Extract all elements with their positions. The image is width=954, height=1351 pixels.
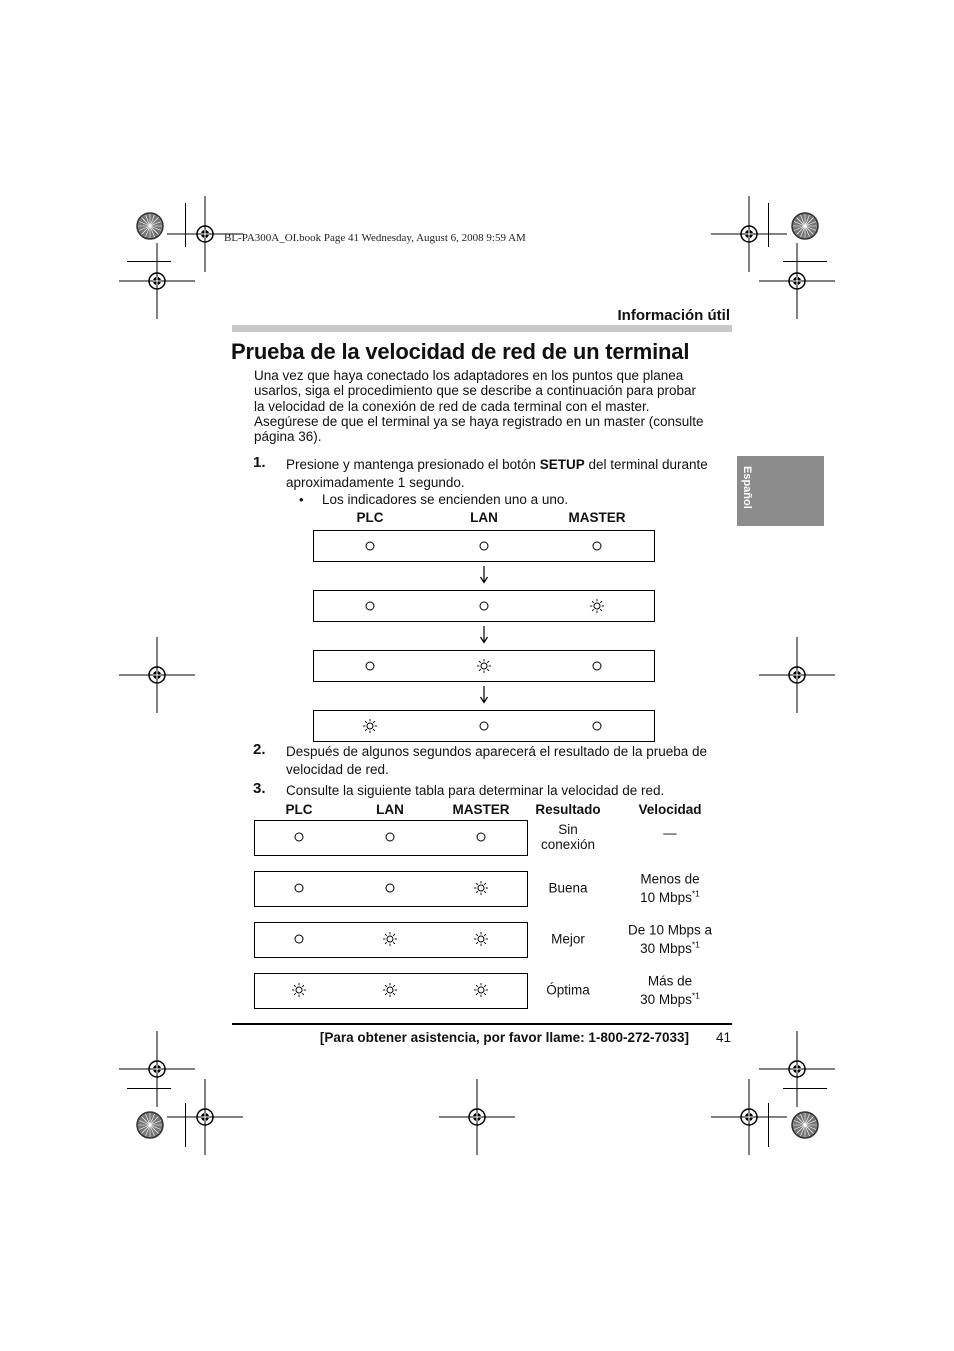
- led-on-icon: [473, 931, 489, 947]
- led-on-icon: [473, 982, 489, 998]
- step-3-text: Consulte la siguiente tabla para determinar la velocidad de red.: [286, 783, 665, 798]
- speed-cell: [663, 826, 677, 841]
- led-off-icon: [476, 718, 492, 734]
- bullet-icon: •: [299, 492, 304, 507]
- step-1-text-b: del terminal durante: [584, 457, 708, 472]
- step-2-line2: velocidad de red.: [286, 761, 389, 777]
- footnote-ref: *1: [691, 939, 700, 950]
- step-2-line1: Después de algunos segundos aparecerá el resultado de la prueba de: [286, 744, 708, 759]
- page-title: Prueba de la velocidad de red de un terminal: [231, 339, 690, 364]
- led-off-icon: [476, 538, 492, 554]
- speed-value: 10 Mbps: [640, 889, 692, 905]
- support-phone-note: [Para obtener asistencia, por favor llame: 1-800-272-7033]: [319, 1030, 689, 1045]
- speed-label: [640, 886, 700, 905]
- language-tab: [737, 456, 824, 526]
- result-cell: [541, 822, 595, 852]
- footnote-ref: *1: [691, 990, 700, 1001]
- speed-cell: [628, 922, 712, 956]
- speed-cell: [640, 973, 700, 1007]
- speed-cell: [640, 871, 700, 905]
- led-off-icon: [589, 538, 605, 554]
- step-1-bullet: Los indicadores se encienden uno a uno.: [322, 492, 569, 507]
- led-off-icon: [362, 658, 378, 674]
- led-on-icon: [382, 982, 398, 998]
- page-number: 41: [716, 1030, 732, 1045]
- led-off-icon: [382, 880, 398, 896]
- setup-keyword: SETUP: [539, 457, 585, 472]
- seq-header-lan: LAN: [470, 510, 498, 525]
- led-on-icon: [589, 598, 605, 614]
- step-1-line2: aproximadamente 1 segundo.: [286, 474, 465, 490]
- speed-label: [628, 937, 712, 956]
- result-cell: [548, 881, 587, 896]
- result-label: Buena: [548, 880, 588, 896]
- results-header-result: Resultado: [535, 802, 601, 817]
- step-1-number: 1.: [253, 454, 266, 471]
- speed-value: 30 Mbps: [640, 940, 692, 956]
- speed-label: De 10 Mbps a: [627, 922, 713, 938]
- seq-header-plc: PLC: [356, 510, 384, 525]
- speed-label: [640, 988, 700, 1007]
- intro-paragraph: [254, 368, 734, 444]
- result-cell: [546, 983, 590, 998]
- result-cell: [551, 932, 585, 947]
- led-off-icon: [589, 658, 605, 674]
- led-off-icon: [362, 538, 378, 554]
- led-on-icon: [476, 658, 492, 674]
- intro-line: usarlos, siga el procedimiento que se describe a continuación para probar: [254, 383, 697, 399]
- led-on-icon: [382, 931, 398, 947]
- led-off-icon: [476, 598, 492, 614]
- result-label: Óptima: [546, 982, 590, 998]
- down-arrow-icon: [479, 626, 489, 644]
- intro-line: página 36).: [254, 429, 322, 445]
- step-3-number: 3.: [253, 780, 266, 797]
- seq-header-master: MASTER: [568, 510, 626, 525]
- led-on-icon: [362, 718, 378, 734]
- results-header-plc: PLC: [285, 802, 313, 817]
- led-off-icon: [291, 931, 307, 947]
- led-off-icon: [291, 829, 307, 845]
- down-arrow-icon: [479, 566, 489, 584]
- led-off-icon: [589, 718, 605, 734]
- led-on-icon: [291, 982, 307, 998]
- speed-label: —: [663, 825, 677, 841]
- speed-value: 30 Mbps: [640, 991, 692, 1007]
- results-header-lan: LAN: [376, 802, 404, 817]
- section-rule: [232, 325, 732, 332]
- step-1-text-a: Presione y mantenga presionado el botón: [286, 457, 540, 472]
- result-label: Mejor: [551, 931, 585, 947]
- step-1-text: [286, 456, 734, 491]
- section-title: Información útil: [617, 307, 730, 324]
- step-2-text: [286, 743, 734, 778]
- led-on-icon: [473, 880, 489, 896]
- intro-line: Una vez que haya conectado los adaptadores en los puntos que planea: [254, 368, 684, 383]
- led-off-icon: [362, 598, 378, 614]
- down-arrow-icon: [479, 686, 489, 704]
- result-label: conexión: [540, 837, 596, 852]
- results-header-speed: Velocidad: [638, 802, 702, 817]
- footnote-ref: *1: [691, 888, 700, 899]
- led-off-icon: [473, 829, 489, 845]
- intro-line: la velocidad de la conexión de red de cada terminal con el master.: [254, 398, 650, 414]
- language-tab-label: Español: [741, 466, 753, 509]
- result-label: Sin: [558, 822, 578, 837]
- speed-label: Más de: [647, 973, 693, 989]
- intro-line: Asegúrese de que el terminal ya se haya registrado en un master (consulte: [254, 413, 704, 429]
- speed-label: Menos de: [640, 871, 700, 887]
- step-2-number: 2.: [253, 741, 266, 758]
- led-off-icon: [291, 880, 307, 896]
- results-header-master: MASTER: [452, 802, 510, 817]
- led-off-icon: [382, 829, 398, 845]
- footer-rule: [232, 1023, 732, 1025]
- print-header: BL-PA300A_OI.book Page 41 Wednesday, August 6, 2008 9:59 AM: [224, 232, 526, 244]
